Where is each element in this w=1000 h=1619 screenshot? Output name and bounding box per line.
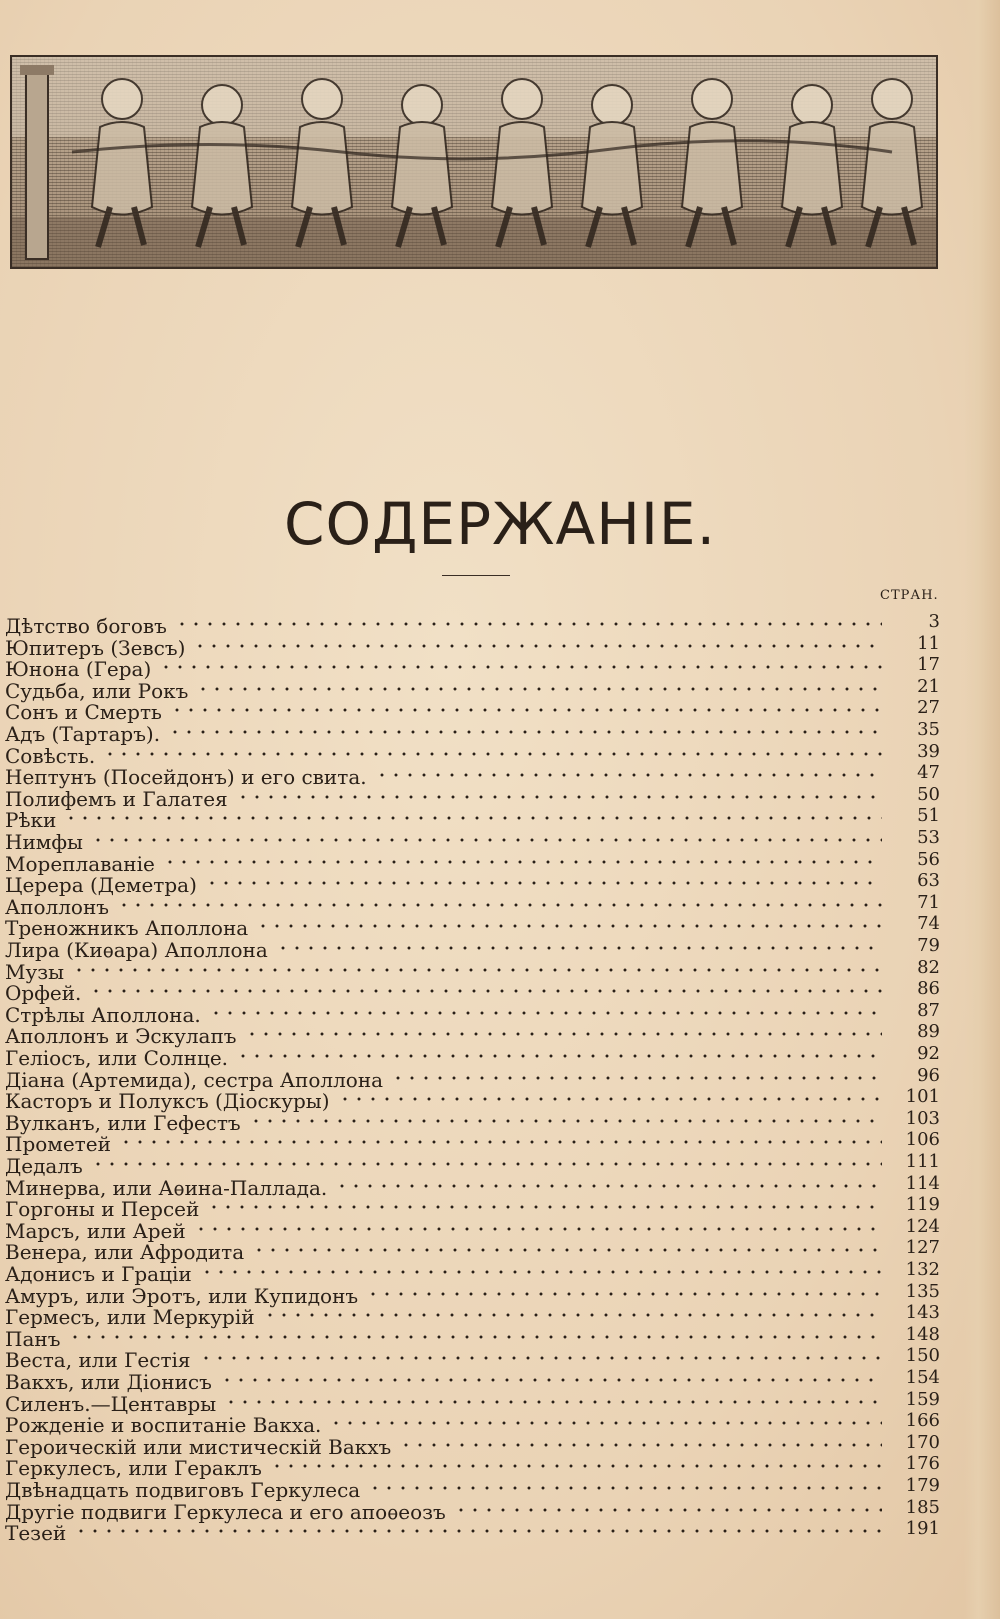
toc-entry-title: Геркулесъ, или Гераклъ <box>5 1456 262 1481</box>
toc-leader-dots <box>335 1183 882 1189</box>
toc-entry-page: 127 <box>905 1237 940 1259</box>
toc-leader-dots <box>72 967 882 973</box>
page-title: СОДЕРЖАНIЕ. <box>283 490 717 558</box>
toc-leader-dots <box>170 707 882 713</box>
toc-entry-title: Касторъ и Полуксъ (Дiоскуры) <box>5 1089 330 1114</box>
toc-leader-dots <box>249 1118 882 1124</box>
toc-entry-page: 3 <box>928 611 940 632</box>
toc-entry <box>5 1151 940 1178</box>
toc-entry <box>5 891 940 919</box>
toc-entry-title: Юпитеръ (Зевсъ) <box>5 635 186 660</box>
toc-leader-dots <box>168 729 882 735</box>
toc-entry-title: Сонъ и Смерть <box>5 700 162 725</box>
toc-leader-dots <box>207 1204 882 1210</box>
toc-entry-title: Церера (Деметра) <box>5 873 197 898</box>
toc-entry-page: 51 <box>917 805 940 827</box>
toc-leader-dots <box>193 643 882 649</box>
toc-entry <box>5 1064 940 1092</box>
toc-leader-dots <box>119 1139 882 1145</box>
toc-leader-dots <box>209 1010 882 1016</box>
toc-entry <box>5 740 940 768</box>
toc-entry-page: 101 <box>905 1086 940 1108</box>
toc-entry <box>5 632 940 660</box>
toc-entry <box>5 1237 940 1265</box>
toc-entry-page: 150 <box>905 1345 940 1367</box>
toc-entry <box>5 697 940 725</box>
toc-entry-page: 176 <box>905 1453 940 1475</box>
toc-leader-dots <box>366 1291 882 1297</box>
toc-entry-page: 106 <box>905 1129 940 1151</box>
toc-entry <box>5 1323 940 1351</box>
toc-entry <box>5 654 940 682</box>
toc-entry <box>5 1518 940 1546</box>
toc-entry <box>5 1453 940 1481</box>
toc-leader-dots <box>175 621 882 627</box>
toc-leader-dots <box>375 772 882 778</box>
toc-entry <box>5 1107 940 1135</box>
toc-leader-dots <box>276 945 882 951</box>
toc-entry-page: 92 <box>917 1043 940 1064</box>
toc-entry-title: Двѣнадцать подвиговъ Геркулеса <box>5 1478 361 1502</box>
toc-entry-page: 86 <box>917 978 940 1000</box>
toc-entry-page: 103 <box>905 1107 940 1129</box>
toc-entry <box>5 1215 940 1243</box>
toc-leader-dots <box>236 1053 882 1059</box>
toc-leader-dots <box>200 1269 882 1275</box>
toc-entry-title: Дѣтство боговъ <box>5 614 167 638</box>
toc-entry-title: Панъ <box>5 1326 61 1351</box>
toc-entry <box>5 1280 940 1308</box>
toc-leader-dots <box>245 1031 882 1037</box>
toc-leader-dots <box>68 1334 882 1340</box>
toc-entry-title: Венера, или Афродита <box>5 1240 245 1265</box>
toc-entry <box>5 1043 940 1070</box>
toc-entry <box>5 1194 940 1222</box>
toc-entry-title: Веста, или Гестiя <box>5 1348 191 1373</box>
toc-leader-dots <box>91 1161 882 1167</box>
toc-leader-dots <box>64 815 882 821</box>
toc-entry <box>5 1475 940 1502</box>
toc-entry <box>5 1129 940 1157</box>
toc-entry-title: Судьба, или Рокъ <box>5 678 189 703</box>
toc-entry-title: Гелiосъ, или Солнце. <box>5 1046 229 1070</box>
toc-leader-dots <box>199 1355 882 1361</box>
toc-entry <box>5 1302 940 1330</box>
toc-entry-title: Силенъ.—Центавры <box>5 1391 217 1416</box>
toc-entry-title: Треножникъ Аполлона <box>5 916 249 941</box>
toc-entry <box>5 1367 940 1394</box>
toc-entry <box>5 870 940 898</box>
toc-entry-title: Адъ (Тартаръ). <box>5 722 161 746</box>
toc-entry <box>5 611 940 638</box>
toc-entry-title: Другiе подвиги Геркулеса и его апоѳеозъ <box>5 1499 446 1524</box>
toc-entry-page: 159 <box>905 1388 940 1410</box>
toc-entry-title: Аполлонъ и Эскулапъ <box>5 1024 237 1049</box>
toc-entry <box>5 827 940 854</box>
toc-entry-page: 63 <box>917 870 940 892</box>
toc-entry-title: Марсъ, или Арей <box>5 1218 186 1243</box>
toc-entry <box>5 848 940 876</box>
toc-leader-dots <box>454 1507 882 1513</box>
toc-leader-dots <box>220 1377 882 1383</box>
toc-entry-page: 39 <box>917 740 940 762</box>
toc-entry <box>5 1172 940 1200</box>
toc-entry-page: 135 <box>905 1280 940 1302</box>
toc-entry-page: 111 <box>905 1151 940 1172</box>
toc-leader-dots <box>205 880 882 886</box>
toc-entry <box>5 1410 940 1438</box>
toc-leader-dots <box>391 1075 882 1081</box>
toc-leader-dots <box>329 1420 882 1426</box>
toc-leader-dots <box>224 1399 882 1405</box>
toc-entry-title: Прометей <box>5 1132 111 1157</box>
toc-leader-dots <box>263 1312 882 1318</box>
toc-leader-dots <box>270 1463 882 1469</box>
toc-entry-title: Стрѣлы Аполлона. <box>5 1002 201 1027</box>
toc-leader-dots <box>74 1528 882 1534</box>
toc-entry-page: 89 <box>917 1021 940 1043</box>
toc-leader-dots <box>91 837 882 843</box>
toc-entry-title: Тезей <box>5 1521 67 1546</box>
toc-entry <box>5 1345 940 1373</box>
toc-leader-dots <box>89 988 882 994</box>
toc-leader-dots <box>196 686 882 692</box>
toc-entry-page: 170 <box>905 1431 940 1453</box>
toc-entry <box>5 999 940 1027</box>
toc-entry <box>5 913 940 941</box>
toc-entry-title: Мореплаванiе <box>5 851 155 876</box>
toc-entry <box>5 675 940 703</box>
toc-entry <box>5 935 940 962</box>
toc-entry-title: Совѣсть. <box>5 743 96 768</box>
toc-leader-dots <box>338 1096 882 1102</box>
toc-entry <box>5 1021 940 1049</box>
toc-entry-title: Героическiй или мистическiй Вакхъ <box>5 1434 392 1459</box>
toc-entry-page: 96 <box>917 1064 940 1086</box>
toc-entry-page: 82 <box>917 956 940 978</box>
toc-entry-title: Музы <box>5 959 65 984</box>
toc-entry-page: 132 <box>905 1259 940 1280</box>
toc-entry <box>5 783 940 811</box>
toc-entry-page: 53 <box>917 827 940 848</box>
toc-entry-page: 35 <box>917 719 940 740</box>
toc-leader-dots <box>252 1247 882 1253</box>
toc-entry-page: 154 <box>905 1367 940 1388</box>
toc-entry-page: 143 <box>905 1302 940 1324</box>
toc-leader-dots <box>368 1485 882 1491</box>
page-column-header: СТРАН. <box>880 588 939 603</box>
toc-entry-page: 74 <box>917 913 940 935</box>
toc-entry-page: 119 <box>905 1194 940 1216</box>
toc-entry <box>5 1259 940 1286</box>
toc-leader-dots <box>194 1226 882 1232</box>
toc-entry-title: Горгоны и Персей <box>5 1197 200 1222</box>
toc-entry-title: Вакхъ, или Дiонисъ <box>5 1370 212 1394</box>
toc-entry-title: Аполлонъ <box>5 894 110 919</box>
toc-entry <box>5 1388 940 1416</box>
toc-entry-page: 79 <box>917 935 940 956</box>
toc-entry-page: 179 <box>905 1475 940 1496</box>
toc-leader-dots <box>163 859 882 865</box>
toc-entry-title: Дедалъ <box>5 1154 83 1178</box>
toc-entry-page: 148 <box>905 1323 940 1345</box>
toc-entry-page: 27 <box>917 697 940 719</box>
toc-leader-dots <box>117 902 882 908</box>
toc-entry-title: Нептунъ (Посейдонъ) и его свита. <box>5 765 367 790</box>
toc-entry-page: 185 <box>905 1496 940 1518</box>
toc-entry-title: Лира (Киѳара) Аполлона <box>5 938 268 962</box>
toc-entry <box>5 719 940 746</box>
toc-leader-dots <box>399 1442 882 1448</box>
toc-entry <box>5 978 940 1006</box>
toc-entry-page: 87 <box>917 999 940 1021</box>
toc-entry-title: Юнона (Гера) <box>5 657 152 682</box>
toc-entry <box>5 1431 940 1459</box>
toc-leader-dots <box>236 794 882 800</box>
toc-entry-page: 114 <box>905 1172 940 1194</box>
toc-entry-page: 124 <box>905 1215 940 1237</box>
toc-entry <box>5 762 940 790</box>
toc-entry-page: 11 <box>917 632 940 654</box>
toc-entry-page: 191 <box>905 1518 940 1540</box>
toc-entry-page: 50 <box>917 783 940 805</box>
toc-entry-title: Амуръ, или Эротъ, или Купидонъ <box>5 1283 359 1308</box>
toc-entry <box>5 1086 940 1114</box>
toc-entry-page: 47 <box>917 762 940 784</box>
toc-entry-page: 21 <box>917 675 940 697</box>
toc-leader-dots <box>256 923 882 929</box>
toc-entry-title: Вулканъ, или Гефестъ <box>5 1110 241 1135</box>
toc-entry-page: 166 <box>905 1410 940 1432</box>
toc-entry-title: Гермесъ, или Меркурiй <box>5 1305 255 1330</box>
toc-entry <box>5 805 940 833</box>
toc-entry-page: 71 <box>917 891 940 913</box>
toc-entry-title: Нимфы <box>5 830 83 854</box>
toc-leader-dots <box>159 664 882 670</box>
toc-leader-dots <box>103 751 882 757</box>
toc-entry-title: Рожденiе и воспитанiе Вакха. <box>5 1413 322 1438</box>
toc-entry-title: Дiана (Артемида), сестра Аполлона <box>5 1067 384 1092</box>
toc-entry-page: 17 <box>917 654 940 676</box>
toc-entry-title: Адонисъ и Грацiи <box>5 1262 192 1286</box>
toc-entry <box>5 956 940 984</box>
toc-entry-title: Полифемъ и Галатея <box>5 786 228 811</box>
toc-entry-title: Орфей. <box>5 981 82 1006</box>
toc-entry-page: 56 <box>917 848 940 870</box>
toc-entry-title: Рѣки <box>5 808 57 833</box>
toc-entry-title: Минерва, или Аѳина-Паллада. <box>5 1175 328 1200</box>
toc-entry <box>5 1496 940 1524</box>
